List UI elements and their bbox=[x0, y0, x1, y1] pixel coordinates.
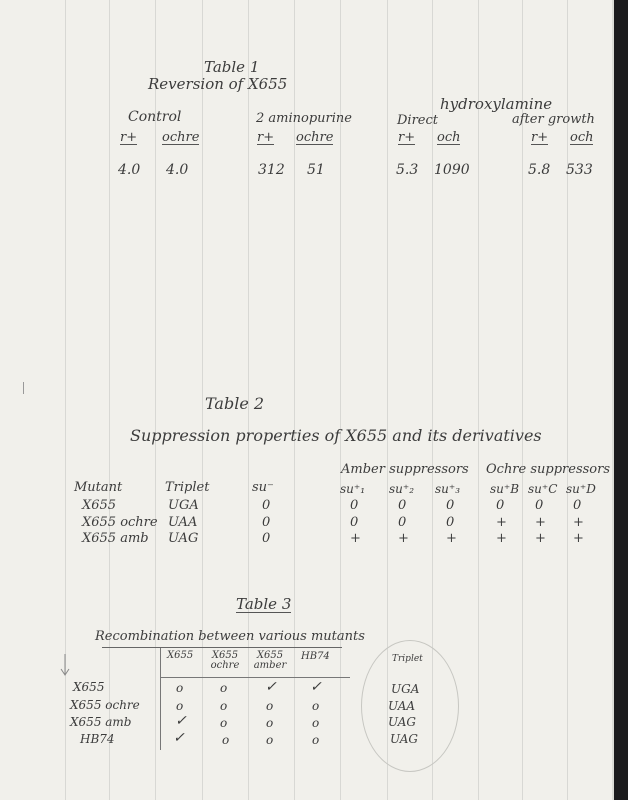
table3-cell: o bbox=[176, 681, 184, 695]
table3-triplet-header: Triplet bbox=[392, 654, 423, 664]
table3-cell: o bbox=[312, 716, 320, 730]
table3-cell: o bbox=[266, 733, 274, 747]
table1-sub-aftergrowth: after growth bbox=[512, 112, 595, 127]
table3-cell: o bbox=[266, 716, 274, 730]
table1-col-control-ochre: ochre bbox=[162, 130, 200, 145]
table2-cell: 0 bbox=[446, 515, 455, 530]
table3-row-label: X655 amb bbox=[70, 715, 132, 729]
table3-col-header: X655 ochre bbox=[210, 650, 240, 671]
table1-col-after-och: och bbox=[570, 130, 594, 145]
table2-cell: 0 bbox=[262, 498, 271, 513]
table1-value: 1090 bbox=[434, 162, 470, 178]
table3-rule bbox=[160, 648, 161, 750]
table2-row-mutant: X655 ochre bbox=[82, 515, 158, 530]
table3-cell: ✓ bbox=[173, 730, 185, 746]
table1-value: 51 bbox=[307, 162, 325, 178]
table2-cell: 0 bbox=[350, 498, 359, 513]
table3-cell: o bbox=[312, 733, 320, 747]
table2-col-su: su⁺₂ bbox=[389, 482, 415, 496]
table2-row-triplet: UGA bbox=[168, 498, 199, 513]
table3-cell: ✓ bbox=[175, 713, 187, 729]
margin-mark bbox=[23, 382, 24, 394]
table3-triplet: UAA bbox=[388, 699, 416, 713]
table1-group-2ap: 2 aminopurine bbox=[256, 111, 352, 126]
table3-col-header: HB74 bbox=[301, 651, 330, 662]
ruled-line bbox=[65, 0, 66, 800]
table1-title: Table 1 bbox=[204, 58, 260, 76]
table2-cell: 0 bbox=[398, 515, 407, 530]
table1-value: 5.8 bbox=[528, 162, 551, 178]
table3-triplet: UAG bbox=[390, 732, 418, 746]
table2-cell: 0 bbox=[398, 498, 407, 513]
table2-col-mutant: Mutant bbox=[74, 480, 123, 495]
ruled-line bbox=[478, 0, 479, 800]
table2-col-su: su⁺₃ bbox=[435, 482, 461, 496]
table2-subtitle: Suppression properties of X655 and its derivatives bbox=[130, 426, 542, 445]
table3-cell: o bbox=[220, 699, 228, 713]
table1-value: 312 bbox=[258, 162, 285, 178]
table2-row-mutant: X655 bbox=[82, 498, 117, 513]
table1-subtitle: Reversion of X655 bbox=[148, 75, 288, 93]
table2-cell: + bbox=[496, 531, 507, 546]
scan-edge bbox=[614, 0, 628, 800]
table2-cell: 0 bbox=[496, 498, 505, 513]
table1-value: 533 bbox=[566, 162, 593, 178]
table3-rule bbox=[160, 677, 350, 678]
table3-cell: o bbox=[222, 733, 230, 747]
table3-cell: o bbox=[312, 699, 320, 713]
table2-cell: + bbox=[573, 515, 584, 530]
table2-col-su: su⁺D bbox=[566, 482, 596, 496]
ruled-line bbox=[202, 0, 203, 800]
table3-header: Recombination between various mutants bbox=[95, 629, 365, 644]
table1-group-control: Control bbox=[128, 109, 182, 125]
table2-cell: 0 bbox=[535, 498, 544, 513]
table2-cell: + bbox=[496, 515, 507, 530]
table3-triplet: UAG bbox=[388, 715, 416, 729]
table1-col-after-r: r+ bbox=[531, 130, 549, 145]
table2-col-su: su⁺C bbox=[528, 482, 558, 496]
table3-cell: o bbox=[220, 716, 228, 730]
table2-cell: + bbox=[446, 531, 457, 546]
table3-title: Table 3 bbox=[236, 595, 292, 613]
table2-cell: 0 bbox=[446, 498, 455, 513]
table3-row-label: HB74 bbox=[80, 732, 115, 746]
table2-col-triplet: Triplet bbox=[165, 480, 210, 495]
table2-col-su: su⁺B bbox=[490, 482, 520, 496]
table2-title: Table 2 bbox=[205, 394, 265, 413]
table2-row-triplet: UAA bbox=[168, 515, 198, 530]
table1-value: 4.0 bbox=[118, 162, 141, 178]
table3-col-header: X655 amber bbox=[253, 650, 287, 671]
table2-cell: + bbox=[535, 531, 546, 546]
table1-value: 4.0 bbox=[166, 162, 189, 178]
table3-row-label: X655 bbox=[73, 680, 105, 694]
table3-row-label: X655 ochre bbox=[70, 698, 140, 712]
table2-amber-header: Amber suppressors bbox=[341, 462, 469, 477]
table1-col-direct-r: r+ bbox=[398, 130, 416, 145]
table3-cell: o bbox=[266, 699, 274, 713]
table2-ochre-header: Ochre suppressors bbox=[486, 462, 611, 477]
table2-row-mutant: X655 amb bbox=[82, 531, 149, 546]
table3-col-header: X655 bbox=[167, 650, 194, 661]
table2-cell: + bbox=[350, 531, 361, 546]
table3-cell: ✓ bbox=[265, 679, 277, 695]
table3-rule bbox=[102, 647, 342, 648]
table1-col-2ap-ochre: ochre bbox=[296, 130, 334, 145]
ruled-line bbox=[109, 0, 110, 800]
table2-col-su: su⁺₁ bbox=[340, 482, 366, 496]
table3-triplet: UGA bbox=[391, 682, 420, 696]
table2-cell: 0 bbox=[350, 515, 359, 530]
table1-group-hydroxylamine: hydroxylamine bbox=[440, 95, 553, 113]
table2-row-triplet: UAG bbox=[168, 531, 199, 546]
table3-cell: ✓ bbox=[310, 679, 322, 695]
table1-col-direct-och: och bbox=[437, 130, 461, 145]
table2-cell: + bbox=[398, 531, 409, 546]
table3-cell: o bbox=[220, 681, 228, 695]
table1-value: 5.3 bbox=[396, 162, 419, 178]
table3-cell: o bbox=[176, 699, 184, 713]
table1-sub-direct: Direct bbox=[397, 113, 438, 128]
table2-cell: + bbox=[573, 531, 584, 546]
table2-cell: + bbox=[535, 515, 546, 530]
table2-cell: 0 bbox=[262, 515, 271, 530]
table2-col-su-minus: su⁻ bbox=[252, 480, 274, 495]
arrow-down-icon bbox=[60, 654, 70, 676]
table2-cell: 0 bbox=[262, 531, 271, 546]
table2-cell: 0 bbox=[573, 498, 582, 513]
table1-col-2ap-r: r+ bbox=[257, 130, 275, 145]
table1-col-control-r: r+ bbox=[120, 130, 138, 145]
